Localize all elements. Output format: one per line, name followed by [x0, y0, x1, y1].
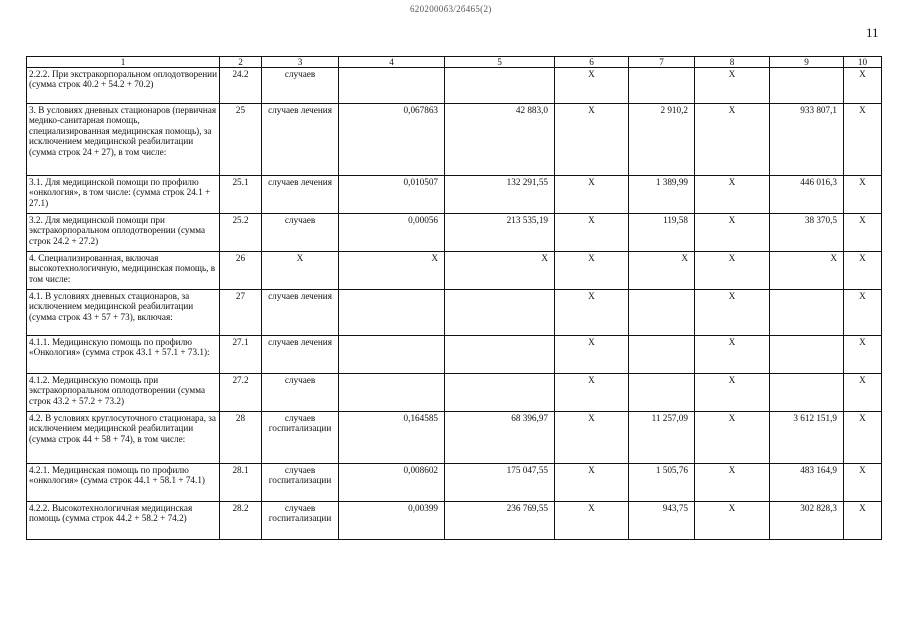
row-code: 28	[220, 412, 262, 464]
row-description: 4.2.2. Высокотехнологичная медицинская помощь (сумма строк 44.2 + 58.2 + 74.2)	[27, 502, 220, 540]
value-cell: 42 883,0	[445, 104, 555, 176]
value-cell	[445, 336, 555, 374]
row-description: 4.1.1. Медицинскую помощь по профилю «Онкология» (сумма строк 43.1 + 57.1 + 73.1):	[27, 336, 220, 374]
row-description: 4.1.2. Медицинскую помощь при экстракорпоральном оплодотворении (сумма строк 43.2 + 57.2 + 73.2)	[27, 374, 220, 412]
value-cell: 38 370,5	[770, 214, 844, 252]
value-cell: 483 164,9	[770, 464, 844, 502]
value-cell: X	[770, 252, 844, 290]
column-header: 8	[695, 57, 770, 68]
value-cell: 933 807,1	[770, 104, 844, 176]
value-cell: 1 389,99	[629, 176, 695, 214]
row-code: 27	[220, 290, 262, 336]
value-cell: 446 016,3	[770, 176, 844, 214]
value-cell	[629, 290, 695, 336]
document-code: 6202000б3/2б465(2)	[410, 4, 492, 14]
table-row	[27, 214, 882, 252]
unit-cell: случаев лечения	[262, 176, 339, 214]
column-header: 4	[339, 57, 445, 68]
row-code: 28.2	[220, 502, 262, 540]
value-cell: 175 047,55	[445, 464, 555, 502]
row-code: 27.1	[220, 336, 262, 374]
unit-cell: случаев лечения	[262, 290, 339, 336]
value-cell: 236 769,55	[445, 502, 555, 540]
value-cell	[339, 374, 445, 412]
table-row	[27, 104, 882, 176]
row-code: 28.1	[220, 464, 262, 502]
table-row	[27, 336, 882, 374]
value-cell	[629, 68, 695, 104]
value-cell: X	[844, 104, 882, 176]
row-code: 27.2	[220, 374, 262, 412]
value-cell: X	[555, 336, 629, 374]
value-cell: X	[844, 412, 882, 464]
value-cell: 3 612 151,9	[770, 412, 844, 464]
row-code: 25	[220, 104, 262, 176]
value-cell: X	[844, 68, 882, 104]
unit-cell: X	[262, 252, 339, 290]
value-cell: 0,00056	[339, 214, 445, 252]
row-description: 3. В условиях дневных стационаров (первичная медико-санитарная помощь, специализированная медицинская помощь), за исключением медицинской реабилитации (сумма строк 24 + 27), в том числе:	[27, 104, 220, 176]
value-cell: 119,58	[629, 214, 695, 252]
unit-cell: случаев	[262, 374, 339, 412]
value-cell	[339, 336, 445, 374]
row-code: 25.1	[220, 176, 262, 214]
value-cell: X	[844, 502, 882, 540]
unit-cell: случаев госпитализации	[262, 412, 339, 464]
value-cell	[770, 374, 844, 412]
row-description: 4.1. В условиях дневных стационаров, за исключением медицинской реабилитации (сумма строк 43 + 57 + 73), включая:	[27, 290, 220, 336]
value-cell: 213 535,19	[445, 214, 555, 252]
column-header: 9	[770, 57, 844, 68]
unit-cell: случаев лечения	[262, 336, 339, 374]
value-cell: X	[555, 502, 629, 540]
value-cell: 0,010507	[339, 176, 445, 214]
value-cell: X	[555, 290, 629, 336]
value-cell: X	[555, 68, 629, 104]
value-cell	[770, 336, 844, 374]
value-cell: 0,008602	[339, 464, 445, 502]
value-cell: X	[695, 176, 770, 214]
value-cell: X	[555, 176, 629, 214]
unit-cell: случаев	[262, 68, 339, 104]
value-cell: X	[844, 176, 882, 214]
value-cell	[629, 374, 695, 412]
unit-cell: случаев лечения	[262, 104, 339, 176]
value-cell: X	[339, 252, 445, 290]
value-cell: X	[695, 502, 770, 540]
row-description: 3.2. Для медицинской помощи при экстракорпоральном оплодотворении (сумма строк 24.2 + 27.2)	[27, 214, 220, 252]
value-cell: X	[555, 104, 629, 176]
data-table	[26, 56, 882, 540]
column-header: 3	[262, 57, 339, 68]
value-cell: X	[844, 464, 882, 502]
value-cell: 2 910,2	[629, 104, 695, 176]
value-cell	[629, 336, 695, 374]
value-cell: 11 257,09	[629, 412, 695, 464]
header-row	[27, 57, 882, 68]
value-cell: 132 291,55	[445, 176, 555, 214]
table-row	[27, 252, 882, 290]
column-header: 1	[27, 57, 220, 68]
value-cell: X	[555, 374, 629, 412]
value-cell: X	[695, 464, 770, 502]
value-cell: 302 828,3	[770, 502, 844, 540]
column-header: 2	[220, 57, 262, 68]
row-description: 2.2.2. При экстракорпоральном оплодотворении (сумма строк 40.2 + 54.2 + 70.2)	[27, 68, 220, 104]
value-cell: X	[629, 252, 695, 290]
value-cell: 68 396,97	[445, 412, 555, 464]
value-cell: 943,75	[629, 502, 695, 540]
value-cell	[770, 290, 844, 336]
value-cell: X	[695, 336, 770, 374]
column-header: 6	[555, 57, 629, 68]
row-code: 25.2	[220, 214, 262, 252]
table-row	[27, 502, 882, 540]
value-cell: X	[695, 412, 770, 464]
row-code: 24.2	[220, 68, 262, 104]
value-cell: X	[555, 464, 629, 502]
value-cell: 0,164585	[339, 412, 445, 464]
value-cell: 0,067863	[339, 104, 445, 176]
value-cell: X	[844, 290, 882, 336]
value-cell	[339, 290, 445, 336]
value-cell: X	[844, 374, 882, 412]
table-row	[27, 290, 882, 336]
value-cell: X	[695, 104, 770, 176]
table-row	[27, 176, 882, 214]
value-cell: X	[555, 214, 629, 252]
value-cell	[445, 290, 555, 336]
value-cell: X	[555, 252, 629, 290]
table-row	[27, 464, 882, 502]
unit-cell: случаев госпитализации	[262, 464, 339, 502]
table-row	[27, 68, 882, 104]
page-number: 11	[866, 25, 879, 40]
row-description: 3.1. Для медицинской помощи по профилю «онкология», в том числе: (сумма строк 24.1 + 27.1)	[27, 176, 220, 214]
value-cell: X	[695, 68, 770, 104]
value-cell: 0,00399	[339, 502, 445, 540]
value-cell	[445, 374, 555, 412]
value-cell: X	[445, 252, 555, 290]
value-cell	[770, 68, 844, 104]
unit-cell: случаев госпитализации	[262, 502, 339, 540]
value-cell: X	[695, 252, 770, 290]
column-header: 5	[445, 57, 555, 68]
row-description: 4. Специализированная, включая высокотехнологичную, медицинская помощь, в том числе:	[27, 252, 220, 290]
row-description: 4.2. В условиях круглосуточного стационара, за исключением медицинской реабилитации (сумма строк 44 + 58 + 74), в том числе:	[27, 412, 220, 464]
column-header: 7	[629, 57, 695, 68]
value-cell: X	[695, 290, 770, 336]
row-code: 26	[220, 252, 262, 290]
value-cell: X	[695, 374, 770, 412]
row-description: 4.2.1. Медицинская помощь по профилю «онкология» (сумма строк 44.1 + 58.1 + 74.1)	[27, 464, 220, 502]
value-cell	[445, 68, 555, 104]
value-cell: X	[844, 252, 882, 290]
value-cell: X	[555, 412, 629, 464]
value-cell: X	[844, 214, 882, 252]
value-cell: X	[695, 214, 770, 252]
column-header: 10	[844, 57, 882, 68]
value-cell: 1 505,76	[629, 464, 695, 502]
unit-cell: случаев	[262, 214, 339, 252]
value-cell	[339, 68, 445, 104]
value-cell: X	[844, 336, 882, 374]
table-row	[27, 412, 882, 464]
table-row	[27, 374, 882, 412]
